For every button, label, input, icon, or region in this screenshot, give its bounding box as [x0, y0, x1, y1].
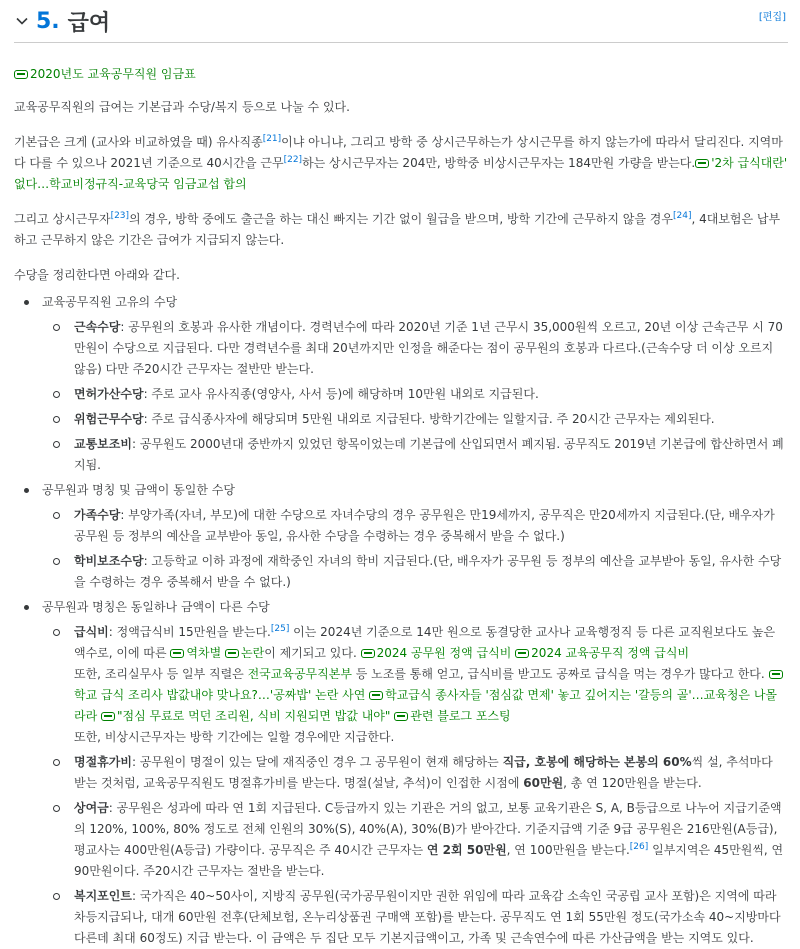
list-item-holiday: 명절휴가비: 공무원이 명절이 있는 달에 재직중인 경우 그 공무원이 현재 해당하는 직급, 호봉에 해당하는 본봉의 60%씩 설, 추석마다 받는 것처럼, 교육공무직원도 명절휴가비를 받는다. 명절(설날, 추석)이 인접한 시점에 60만원, 총 연 120만원을 받는다. [14, 752, 788, 794]
external-link-icon [170, 649, 184, 658]
external-link-icon [769, 670, 783, 679]
base-pay-paragraph: 기본급은 크게 (교사와 비교하였을 때) 유사직종[21]이냐 아니냐, 그리고 방학 중 상시근무하는가 상시근무를 하지 않는가에 따라서 달리진다. 지역마다 다를 수 있으나 2021년 기준으로 40시간을 근무[22]하는 상시근무자는 204만, 방학중 비상시근무자는 184만원 가량을 받는다. '2차 급식대란' 없다…학교비정규직-교육당국 임금교섭 합의 [14, 134, 788, 191]
edit-link[interactable]: [편집] [758, 12, 786, 23]
list-item: 근속수당: 공무원의 호봉과 유사한 개념이다. 경력년수에 따라 2020년 기준 1년 근무시 35,000원씩 오르고, 20년 이상 근속근무 시 70만원이 수당으로 지급된다. 다만 경력년수를 최대 20년까지만 인정을 해준다는 점이 공무원의 호봉과 다르다.(근속수당 더 이상 오르지 않음) 다만 주20시간 근무자는 절반만 받는다. [14, 317, 788, 380]
link-controversy[interactable]: 논란 [241, 646, 265, 660]
external-link-icon [14, 70, 28, 79]
list-item-welfare: 복지포인트: 국가직은 40~50사이, 지방직 공무원(국가공무원이지만 권한 위임에 따라 교육감 소속인 국공립 교사 포함)은 지역에 따라 차등지급되나, 대개 60만원 전후(단체보험, 온누리상품권 구매액 포함)를 받는다. 공무직도 연 1회 55만원 정도(국가소속 40~지방마다 다른데 최대 60정도) 지급 받는다. 이 금액은 두 집단 모두 기본지급액이고, 가족 및 근속연수에 따른 가산금액을 받는 지역도 있다. [14, 886, 788, 949]
footnote-23[interactable]: [23] [110, 211, 130, 221]
list-item: 면허가산수당: 주로 교사 유사직종(영양사, 사서 등)에 해당하며 10만원 내외로 지급된다. [14, 384, 788, 405]
section-number[interactable]: 5. [36, 8, 60, 34]
fulltime-paragraph: 그리고 상시근무자[23]의 경우, 방학 중에도 출근을 하는 대신 빠지는 기간 없이 월급을 받으며, 방학 기간에 근무하지 않을 경우[24], 4대보험은 납부하고 근무하지 않은 기간은 급여가 지급되지 않는다. [14, 211, 781, 247]
link-official-meal[interactable]: 2024 공무원 정액 급식비 [376, 646, 512, 660]
list-item: 위험근무수당: 주로 급식종사자에 해당되며 5만원 내외로 지급된다. 방학기간에는 일할지급. 주 20시간 근무자는 제외된다. [14, 409, 788, 430]
list-item: 가족수당: 부양가족(자녀, 부모)에 대한 수당으로 자녀수당의 경우 공무원은 만19세까지, 공무직은 만20세까지 지급된다.(단, 배우자가 공무원 등 정부의 예산을 교부받아 동일, 유사한 수당을 수령하는 경우 중복해서 받을 수 없다.) [14, 505, 788, 547]
link-blog-post[interactable]: 관련 블로그 포스팅 [410, 709, 511, 723]
allowance-intro: 수당을 정리한다면 아래와 같다. [14, 268, 180, 282]
section-header[interactable] [14, 0, 788, 43]
link-free-meal[interactable]: 학교 급식 조리사 밥값내야 맞나요?…'공짜밥' 논란 사연 [74, 688, 366, 702]
link-reverse-discrimination[interactable]: 역차별 [186, 646, 222, 660]
link-meal-conflict[interactable]: 학교급식 종사자들 '점심값 면제' 놓고 깊어지는 '갈등의 골'…교육청은 나몰라라 [74, 688, 778, 723]
footnote-26[interactable]: [26] [629, 842, 649, 852]
chevron-down-icon[interactable] [16, 15, 28, 27]
section-title: 급여 [67, 10, 111, 36]
external-link-icon [695, 159, 709, 168]
footnote-25[interactable]: [25] [270, 624, 290, 634]
external-link-icon [515, 649, 529, 658]
link-union[interactable]: 전국교육공무직본부 [247, 667, 352, 681]
footnote-22[interactable]: [22] [283, 155, 303, 165]
footnote-24[interactable]: [24] [672, 211, 692, 221]
allowance-group-same: 공무원과 명칭 및 금액이 동일한 수당 [14, 480, 788, 501]
external-link-icon [369, 691, 383, 700]
footnote-21[interactable]: [21] [262, 134, 282, 144]
list-item-meal: 급식비: 정액급식비 15만원을 받는다.[25] 이는 2024년 기준으로 14만 원으로 동결당한 교사나 교육행정직 등 다른 교직원보다도 높은 액수로, 이에 따른 역차별 논란이 제기되고 있다. 2024 공무원 정액 급식비 2024 교육공무직 정액 급식비 또한, 조리실무사 등 일부 직렬은 전국교육공무직본부 등 노조를 통해 얻고, 급식비를 받고도 공짜로 급식을 먹는 경우가 많다고 한다. 학교 급식 조리사 밥값내야 맞나요?…'공짜밥' 논란 사연 학교급식 종사자들 '점심값 면제' 놓고 깊어지는 '갈등의 골'…교육청은 나몰라라 "점심 무료로 먹던 조리원, 식비 지원되면 밥값 내야" 관련 블로그 포스팅 또한, 비상시근무자는 방학 기간에는 일할 경우에만 지급한다. [14, 622, 788, 748]
salary-table-link[interactable]: 2020년도 교육공무직원 임금표 [30, 67, 196, 81]
external-link-icon [225, 649, 239, 658]
external-link-icon [101, 712, 115, 721]
allowance-group-own: 교육공무직원 고유의 수당 [14, 292, 788, 313]
intro-paragraph: 교육공무직원의 급여는 기본급과 수당/복지 등으로 나눌 수 있다. [14, 100, 350, 114]
external-link-icon [361, 649, 375, 658]
link-pay-for-meal[interactable]: "점심 무료로 먹던 조리원, 식비 지원되면 밥값 내야" [117, 709, 391, 723]
external-link-icon [394, 712, 408, 721]
link-staff-meal[interactable]: 2024 교육공무직 정액 급식비 [531, 646, 690, 660]
allowance-group-diff: 공무원과 명칭은 동일하나 금액이 다른 수당 [14, 597, 788, 618]
news-link-meal-crisis[interactable]: '2차 급식대란' 없다…학교비정규직-교육당국 임금교섭 합의 [14, 156, 788, 191]
list-item-bonus: 상여금: 공무원은 성과에 따라 연 1회 지급된다. C등급까지 있는 기관은 거의 없고, 보통 교육기관은 S, A, B등급으로 나누어 지급기준액의 120%, 100%, 80% 정도로 전체 인원의 30%(S), 40%(A), 30%(B)가 받아간다. 기준지급액 기준 9급 공무원은 216만원(A등급), 평교사는 400만원(A등급) 가량이다. 공무직은 주 40시간 근무자는 연 2회 50만원, 연 100만원을 받는다.[26] 일부지역은 45만원씩, 연 90만원이다. 주20시간 근무자는 절반을 받는다. [14, 798, 788, 882]
list-item: 학비보조수당: 고등학교 이하 과정에 재학중인 자녀의 학비 지급된다.(단, 배우자가 공무원 등 정부의 예산을 교부받아 동일, 유사한 수당을 수령하는 경우 중복해서 받을 수 없다.) [14, 551, 788, 593]
list-item: 교통보조비: 공무원도 2000년대 중반까지 있었던 항목이었는데 기본급에 산입되면서 폐지됨. 공무직도 2019년 기본급에 합산하면서 폐지됨. [14, 434, 788, 476]
